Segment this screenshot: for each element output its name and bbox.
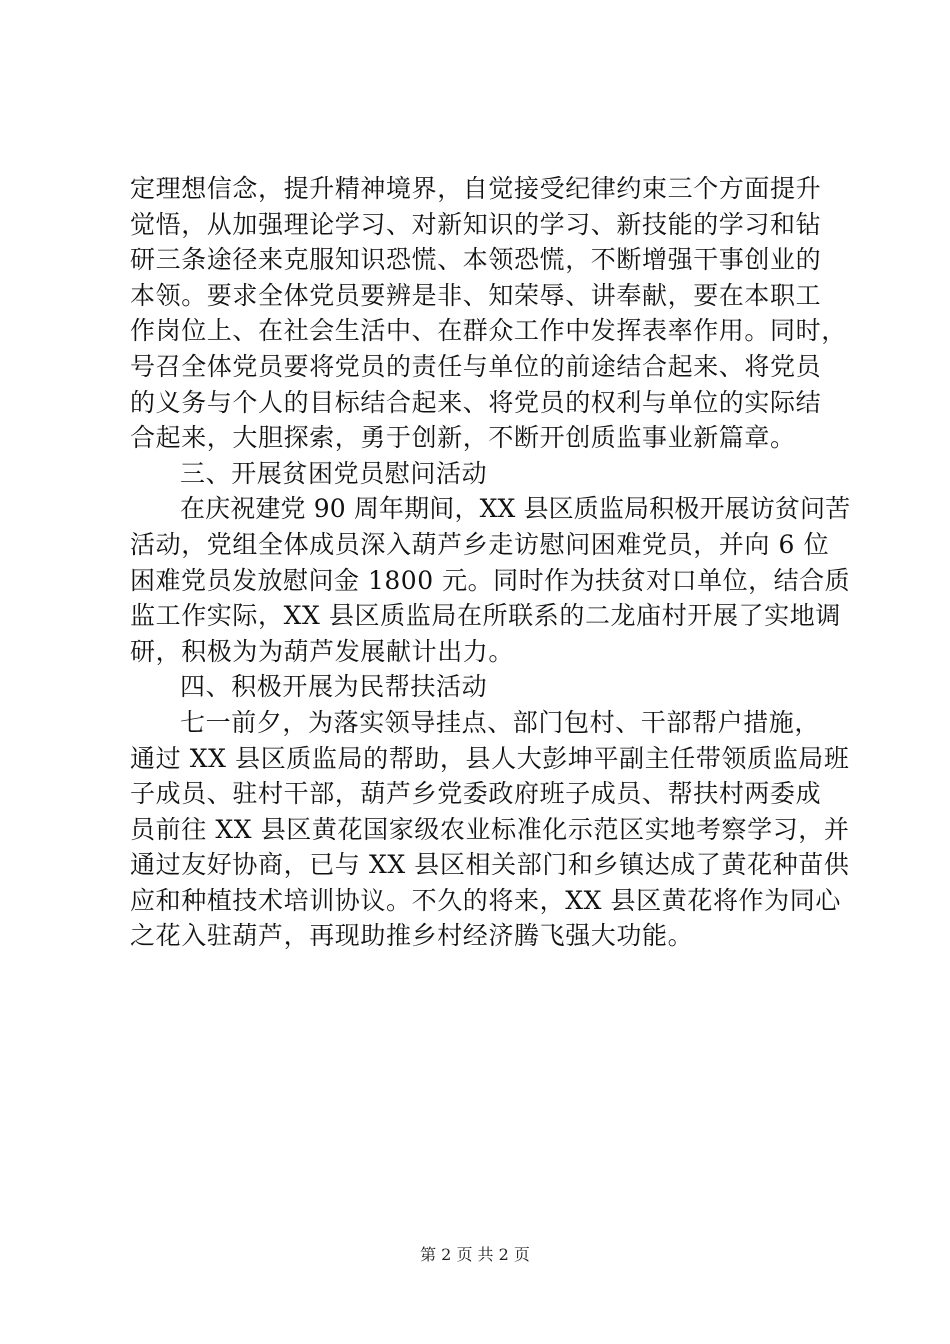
text-line: 七一前夕，为落实领导挂点、部门包村、干部帮户措施， <box>180 707 821 737</box>
text-line: 在庆祝建党 90 周年期间，XX 县区质监局积极开展访贫问苦 <box>180 494 851 524</box>
text-line: 的义务与个人的目标结合起来、将党员的权利与单位的实际结 <box>130 387 822 417</box>
text-line: 困难党员发放慰问金 1800 元。同时作为扶贫对口单位，结合质 <box>130 565 851 595</box>
text-line: 之花入驻葫芦，再现助推乡村经济腾飞强大功能。 <box>130 921 694 951</box>
text-line: 合起来，大胆探索，勇于创新，不断开创质监事业新篇章。 <box>130 423 796 453</box>
text-line: 通过 XX 县区质监局的帮助，县人大彭坤平副主任带领质监局班 <box>130 743 850 773</box>
text-line: 子成员、驻村干部，葫芦乡党委政府班子成员、帮扶村两委成 <box>130 779 822 809</box>
section-heading-3: 三、开展贫困党员慰问活动 <box>180 458 488 488</box>
text-line: 号召全体党员要将党员的责任与单位的前途结合起来、将党员 <box>130 351 822 381</box>
section-heading-4: 四、积极开展为民帮扶活动 <box>180 672 488 702</box>
text-line: 觉悟，从加强理论学习、对新知识的学习、新技能的学习和钻 <box>130 209 822 239</box>
text-line: 应和种植技术培训协议。不久的将来，XX 县区黄花将作为同心 <box>130 885 841 915</box>
page-number-footer: 第 2 页 共 2 页 <box>420 1245 530 1264</box>
text-line: 活动，党组全体成员深入葫芦乡走访慰问困难党员，并向 6 位 <box>130 529 830 559</box>
text-line: 监工作实际，XX 县区质监局在所联系的二龙庙村开展了实地调 <box>130 601 841 631</box>
text-line: 研，积极为为葫芦发展献计出力。 <box>130 636 515 666</box>
text-line: 作岗位上、在社会生活中、在群众工作中发挥表率作用。同时， <box>130 316 847 346</box>
document-body <box>130 171 850 954</box>
text-line: 员前往 XX 县区黄花国家级农业标准化示范区实地考察学习，并 <box>130 814 850 844</box>
text-line: 本领。要求全体党员要辨是非、知荣辱、讲奉献，要在本职工 <box>130 280 822 310</box>
text-line: 定理想信念，提升精神境界，自觉接受纪律约束三个方面提升 <box>130 174 822 203</box>
text-line: 通过友好协商，已与 XX 县区相关部门和乡镇达成了黄花种苗供 <box>130 850 850 880</box>
text-line: 研三条途径来克服知识恐慌、本领恐慌，不断增强干事创业的 <box>130 245 822 275</box>
